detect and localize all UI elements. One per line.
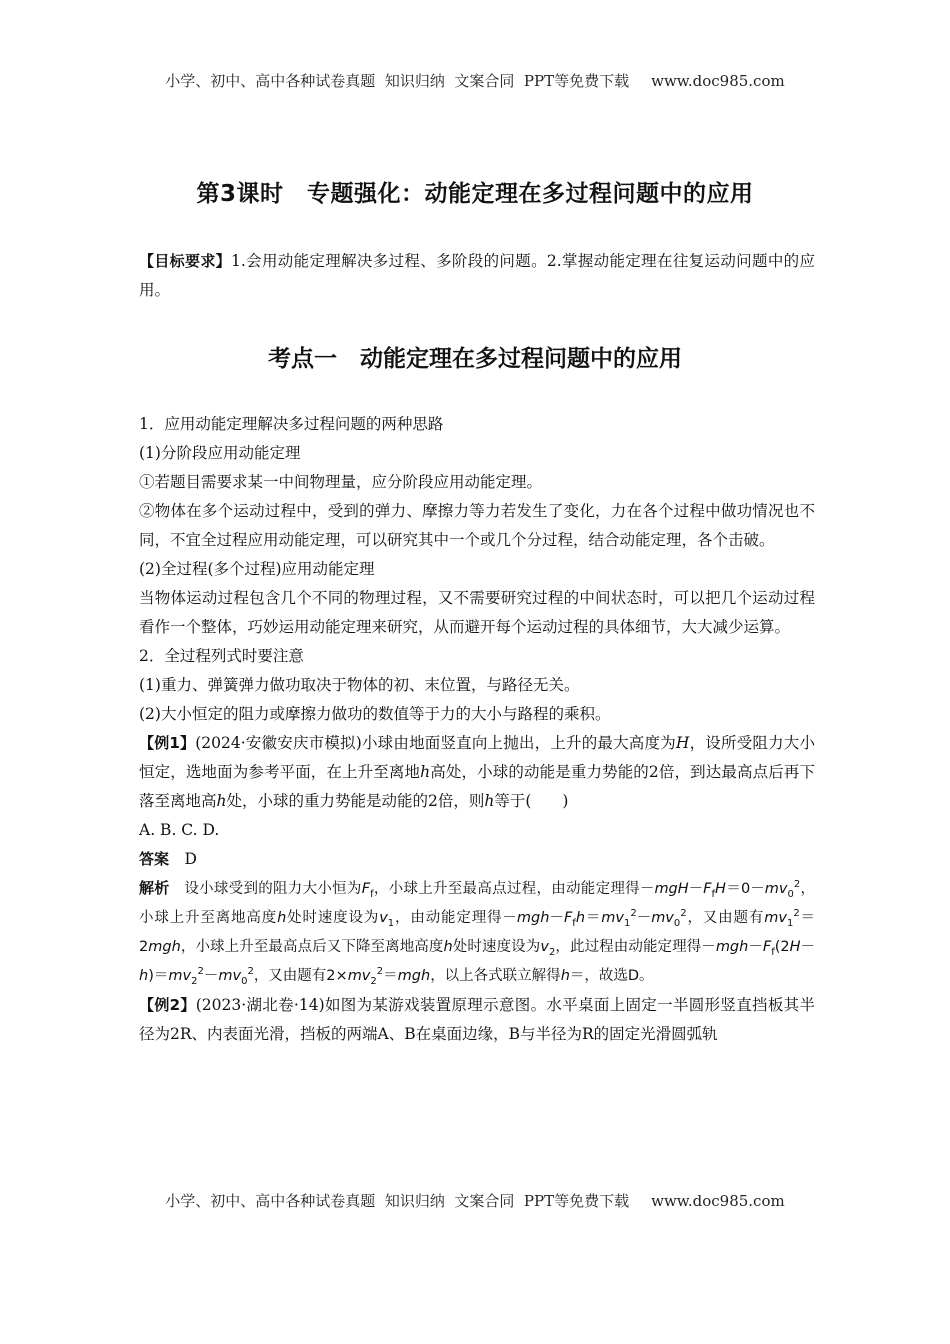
objectives-block [139,247,815,305]
objectives-text: 1.会用动能定理解决多过程、多阶段的问题。2.掌握动能定理在往复运动问题中的应用。 [139,252,815,299]
header-text: 小学、初中、高中各种试卷真题 知识归纳 文案合同 PPT等免费下载 [165,72,630,90]
footer-text: 小学、初中、高中各种试卷真题 知识归纳 文案合同 PPT等免费下载 [165,1192,630,1210]
page-header [0,70,950,91]
main-content [139,410,815,1049]
page-footer [0,1190,950,1211]
example-1-analysis: 解析 设小球受到的阻力大小恒为$F_f$，小球上升至最高点过程，由动能定理得$-mgH-F_fH=0-mv_0^2$，小球上升至离地高度h处时速度设为$v_1$，由动能定理得$-mgh-F_fh=mv_1^2-mv_0^2$，又由题有$mv_1^2=2mgh$，小球上升至最高点后又下降至离地高度h处时速度设为$v_2$，此过程由动能定理得$-mgh-F_f(2H-h)=mv_2^2-mv_0^2$，又由题有$2\times mv_2^2=mgh$，以上各式联立解得h＝，故选D。 [139,879,816,987]
footer-url[interactable]: www.doc985.com [651,1192,785,1210]
paragraph: (1)分阶段应用动能定理 [139,444,301,462]
paragraph: (1)重力、弹簧弹力做功取决于物体的初、末位置，与路径无关。 [139,676,580,694]
header-url[interactable]: www.doc985.com [651,72,785,90]
paragraph: 当物体运动过程包含几个不同的物理过程，又不需要研究过程的中间状态时，可以把几个运动过程看作一个整体，巧妙运用动能定理来研究，从而避开每个运动过程的具体细节，大大减少运算。 [139,589,815,636]
example-1-label: 【例1】 [139,734,196,752]
example-2-label: 【例2】 [139,996,196,1014]
paragraph: ①若题目需要求某一中间物理量，应分阶段应用动能定理。 [139,473,543,491]
paragraph: 1．应用动能定理解决多过程问题的两种思路 [139,415,444,433]
section-title: 考点一 动能定理在多过程问题中的应用 [268,346,682,372]
paragraph: (2)大小恒定的阻力或摩擦力做功的数值等于力的大小与路程的乘积。 [139,705,611,723]
example-1-answer: 答案 D [139,850,197,868]
example-1-source: (2024·安徽安庆市模拟) [195,734,362,752]
paragraph: ②物体在多个运动过程中，受到的弹力、摩擦力等力若发生了变化，力在各个过程中做功情况也不同，不宜全过程应用动能定理，可以研究其中一个或几个分过程，结合动能定理，各个击破。 [139,502,815,549]
paragraph: 2．全过程列式时要注意 [139,647,304,665]
objectives-label: 【目标要求】 [139,252,231,270]
example-2-source: (2023·湖北卷·14) [195,996,325,1014]
example-1-question: 【例1】(2024·安徽安庆市模拟)小球由地面竖直向上抛出，上升的最大高度为H，设所受阻力大小恒定，选地面为参考平面，在上升至离地h高处，小球的动能是重力势能的2倍，到达最高点后再下落至离地高h处，小球的重力势能是动能的2倍，则h等于( ) [139,734,816,810]
example-2-question: 【例2】(2023·湖北卷·14)如图为某游戏装置原理示意图。水平桌面上固定一半圆形竖直挡板其半径为2R、内表面光滑，挡板的两端A、B在桌面边缘，B与半径为R的固定光滑圆弧轨 [139,996,816,1043]
lesson-title: 第3课时 专题强化：动能定理在多过程问题中的应用 [196,181,754,207]
example-1-options: A. B. C. D. [139,821,220,839]
paragraph: (2)全过程(多个过程)应用动能定理 [139,560,375,578]
